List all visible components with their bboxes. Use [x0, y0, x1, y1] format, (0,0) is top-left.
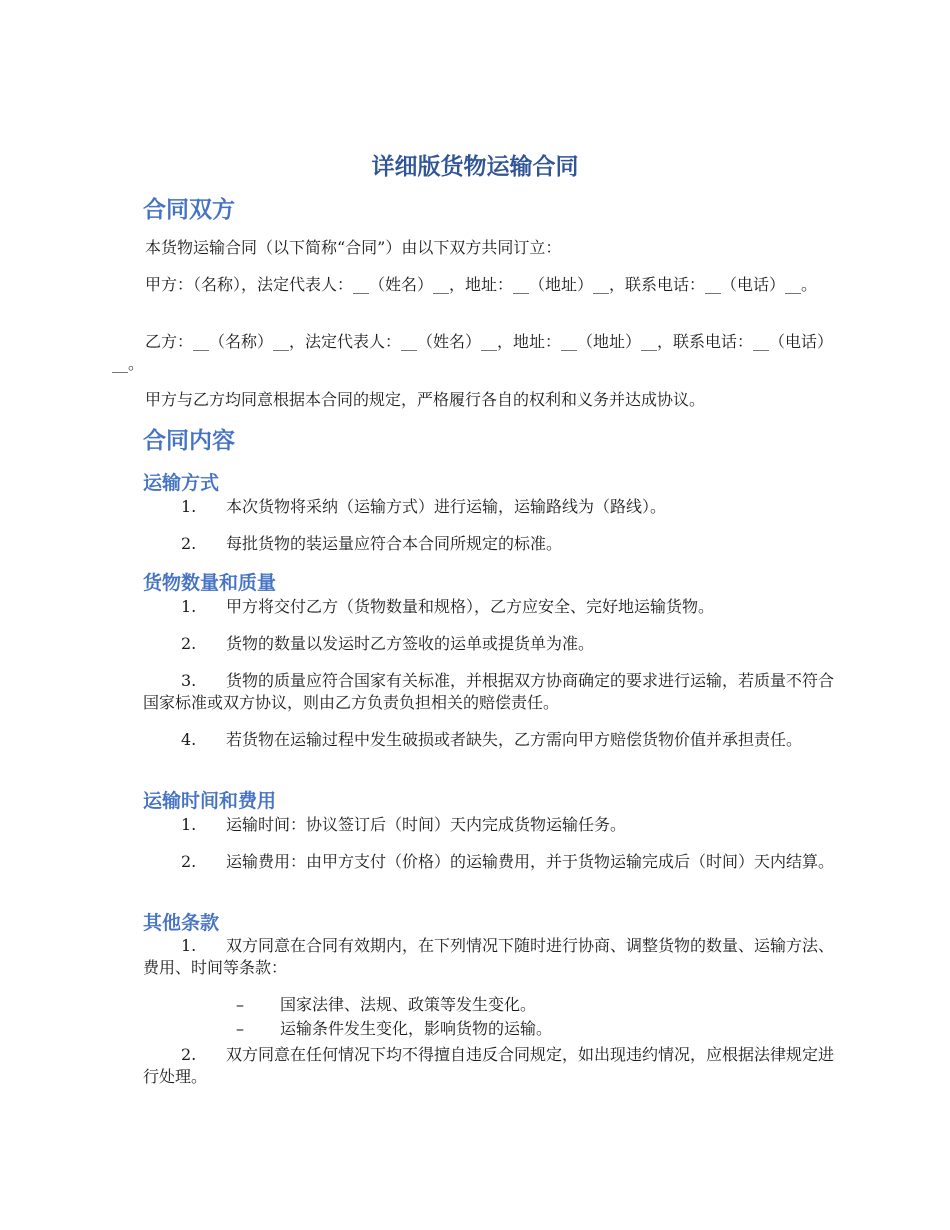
item-text: 本次货物将采纳（运输方式）进行运输，运输路线为（路线）。 [226, 497, 667, 516]
parties-intro: 本货物运输合同（以下简称“合同”）由以下双方共同订立： [145, 238, 562, 257]
bullet-dash: – [236, 1019, 244, 1038]
item-text: 每批货物的装运量应符合本合同所规定的标准。 [226, 534, 563, 553]
item-text: 甲方将交付乙方（货物数量和规格），乙方应安全、完好地运输货物。 [226, 597, 715, 616]
party-b-info: 乙方：__（名称）__，法定代表人：__（姓名）__，地址：__（地址）__，联系电话：__（电话）__。 [112, 332, 834, 373]
document-title: 详细版货物运输合同 [371, 154, 579, 180]
item-text: 货物的质量应符合国家有关标准，并根据双方协商确定的要求进行运输，若质量不符合国家标准或双方协议，则由乙方负责负担相关的赔偿责任。 [143, 671, 835, 712]
item-text: 若货物在运输过程中发生破损或者缺失，乙方需向甲方赔偿货物价值并承担责任。 [226, 730, 803, 749]
bullet-text: 国家法律、法规、政策等发生变化。 [280, 995, 537, 1014]
item-number: 1. [181, 497, 197, 516]
time-cost-item [143, 851, 841, 873]
quantity-quality-item [143, 633, 841, 655]
other-terms-item [143, 935, 841, 979]
subsection-heading-other-terms: 其他条款 [143, 912, 220, 934]
item-number: 1. [181, 815, 197, 834]
item-text: 双方同意在任何情况下均不得擅自违反合同规定，如出现违约情况，应根据法律规定进行处理。 [143, 1045, 835, 1086]
item-number: 2. [181, 634, 197, 653]
quantity-quality-item [143, 670, 841, 714]
time-cost-item [143, 814, 841, 836]
transport-method-item [143, 496, 841, 518]
quantity-quality-item [143, 729, 841, 751]
item-number: 1. [181, 936, 197, 955]
item-number: 2. [181, 534, 197, 553]
subsection-heading-time-cost: 运输时间和费用 [143, 790, 277, 812]
subsection-heading-transport-method: 运输方式 [143, 472, 220, 494]
other-terms-item [143, 1044, 841, 1088]
party-a-info: 甲方：（名称），法定代表人：__（姓名）__，地址：__（地址）__，联系电话：__（电话）__。 [145, 275, 818, 294]
bullet-text: 运输条件发生变化，影响货物的运输。 [280, 1019, 553, 1038]
other-terms-bullet [236, 994, 836, 1016]
item-number: 3. [181, 671, 197, 690]
item-number: 1. [181, 597, 197, 616]
subsection-heading-quantity-quality: 货物数量和质量 [143, 572, 277, 594]
bullet-dash: – [236, 995, 244, 1014]
quantity-quality-item [143, 596, 841, 618]
other-terms-bullet [236, 1018, 836, 1040]
item-text: 运输时间：协议签订后（时间）天内完成货物运输任务。 [226, 815, 627, 834]
section-heading-content: 合同内容 [143, 428, 235, 454]
item-number: 4. [181, 730, 197, 749]
item-number: 2. [181, 1045, 197, 1064]
item-text: 货物的数量以发运时乙方签收的运单或提货单为准。 [226, 634, 595, 653]
section-heading-parties: 合同双方 [143, 197, 235, 223]
item-text: 双方同意在合同有效期内，在下列情况下随时进行协商、调整货物的数量、运输方法、费用、时间等条款： [143, 936, 835, 977]
transport-method-item [143, 533, 841, 555]
item-text: 运输费用：由甲方支付（价格）的运输费用，并于货物运输完成后（时间）天内结算。 [226, 852, 835, 871]
parties-agreement: 甲方与乙方均同意根据本合同的规定，严格履行各自的权利和义务并达成协议。 [145, 390, 706, 409]
item-number: 2. [181, 852, 197, 871]
